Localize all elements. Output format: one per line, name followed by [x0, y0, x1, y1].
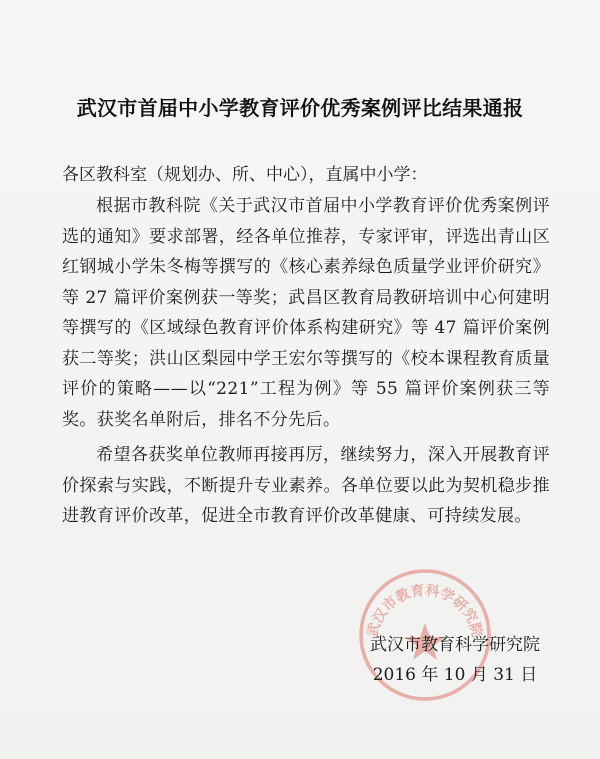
signature-block: [340, 630, 570, 690]
paragraph-encouragement: 希望各获奖单位教师再接再厉，继续努力，深入开展教育评价探索与实践，不断提升专业素养。各单位要以此为契机稳步推进教育评价改革，促进全市教育评价改革健康、可持续发展。: [62, 445, 550, 526]
salutation: 各区教科室（规划办、所、中心），直属中小学：: [62, 165, 428, 185]
signature-date: 2016 年 10 月 31 日: [372, 665, 538, 685]
document-title: 武汉市首届中小学教育评价优秀案例评比结果通报: [76, 96, 524, 120]
seal-text: 武汉市教育科学研究院: [365, 582, 485, 639]
paragraph-results: 根据市教科院《关于武汉市首届中小学教育评价优秀案例评选的通知》要求部署，经各单位推荐，专家评审，评选出青山区红钢城小学朱冬梅等撰写的《核心素养绿色质量学业评价研究》等 27 篇评价案例获一等奖；武昌区教育局教研培训中心何建明等撰写的《区域绿色教育评价体系构建研究》等 47 篇评价案例获二等奖；洪山区梨园中学王宏尔等撰写的《校本课程教育质量评价的策略——以“221”工程为例》等 55 篇评价案例获三等奖。获奖名单附后，排名不分先后。: [62, 196, 550, 430]
signature-org: 武汉市教育科学研究院: [370, 635, 540, 655]
